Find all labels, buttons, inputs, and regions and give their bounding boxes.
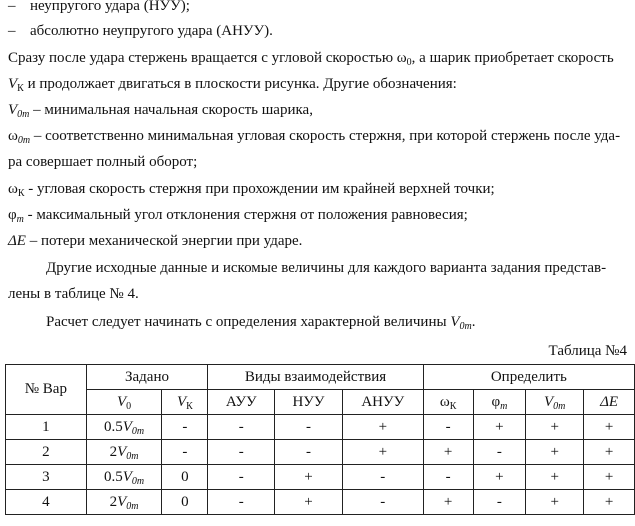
table-cell: - [342, 490, 423, 515]
table-cell: 0 [162, 465, 208, 490]
header-given: Задано [86, 365, 208, 390]
col-auu: АУУ [208, 390, 275, 415]
table-cell: + [275, 465, 343, 490]
row-number: 2 [6, 440, 87, 465]
row-number: 3 [6, 465, 87, 490]
col-vk: $V_К$ [162, 390, 208, 415]
header-interaction-types: Виды взаимодействия [208, 365, 423, 390]
col-nuu: НУУ [275, 390, 343, 415]
table-cell: + [342, 440, 423, 465]
paragraph-line: Другие исходные данные и искомые величины для каждого варианта задания представ- [46, 260, 607, 276]
col-phim: $\varphi_m$ [473, 390, 526, 415]
table-subheader-row [6, 390, 635, 415]
table-cell: + [526, 490, 584, 515]
bullet-dash: – [8, 0, 16, 14]
definition-w0m: $\omega_{0m}$ – соответственно минимальная угловая скорость стержня, при которой стержень после уда- [8, 128, 621, 146]
table-cell: - [473, 490, 526, 515]
table-cell: - [208, 490, 275, 515]
table-cell: + [526, 440, 584, 465]
table-cell: - [208, 415, 275, 440]
table-row [6, 440, 635, 465]
variants-table [5, 364, 635, 515]
definition-phim: $\varphi_m$ - максимальный угол отклонения стержня от положения равновесия; [8, 207, 468, 225]
paragraph-line: $V_К$ и продолжает двигаться в плоскости рисунка. Другие обозначения: [8, 76, 457, 94]
table-row [6, 490, 635, 515]
definition-w0m-cont: ра совершает полный оборот; [8, 154, 198, 170]
header-variant: № Вар [6, 365, 87, 415]
row-v0: $2V_{0m}$ [86, 440, 162, 465]
table-cell: - [162, 440, 208, 465]
table-cell: - [423, 415, 473, 440]
table-cell: - [275, 415, 343, 440]
bullet-anuu: абсолютно неупругого удара (АНУУ). [30, 23, 273, 39]
paragraph-line: Сразу после удара стержень вращается с угловой скоростью $\omega_0$, а шарик приобретает скорость [8, 50, 614, 68]
table-cell: + [473, 465, 526, 490]
table-cell: + [526, 415, 584, 440]
header-determine: Определить [423, 365, 634, 390]
col-wk: $\omega_К$ [423, 390, 473, 415]
definition-wk: $\omega_К$ - угловая скорость стержня при прохождении им крайней верхней точки; [8, 181, 495, 199]
table-cell: + [423, 440, 473, 465]
table-cell: - [275, 440, 343, 465]
table-caption: Таблица №4 [548, 343, 627, 359]
table-cell: - [423, 465, 473, 490]
table-header-row [6, 365, 635, 390]
table-cell: + [526, 465, 584, 490]
definition-v0m: $V_{0m}$ – минимальная начальная скорость шарика, [8, 102, 313, 120]
paragraph-line: Расчет следует начинать с определения характерной величины $V_{0m}$. [46, 314, 476, 332]
table-cell: + [584, 440, 635, 465]
table-cell: - [473, 440, 526, 465]
table-row [6, 465, 635, 490]
col-de: ΔE [584, 390, 635, 415]
col-v0: $V_0$ [86, 390, 162, 415]
table-cell: - [162, 415, 208, 440]
row-number: 4 [6, 490, 87, 515]
table-cell: + [342, 415, 423, 440]
table-cell: + [275, 490, 343, 515]
definition-de: ΔE – потери механической энергии при ударе. [8, 233, 303, 249]
row-v0: $2V_{0m}$ [86, 490, 162, 515]
table-cell: + [584, 415, 635, 440]
bullet-dash: – [8, 23, 16, 39]
table-cell: + [473, 415, 526, 440]
col-anuu: АНУУ [342, 390, 423, 415]
table-cell: - [208, 440, 275, 465]
bullet-nuu: неупругого удара (НУУ); [30, 0, 190, 14]
table-cell: 0 [162, 490, 208, 515]
col-v0m: $V_{0m}$ [526, 390, 584, 415]
table-cell: + [584, 465, 635, 490]
table-cell: - [208, 465, 275, 490]
row-v0: $0.5V_{0m}$ [86, 465, 162, 490]
table-cell: - [342, 465, 423, 490]
table-row [6, 415, 635, 440]
row-v0: $0.5V_{0m}$ [86, 415, 162, 440]
table-cell: + [584, 490, 635, 515]
paragraph-line: лены в таблице № 4. [8, 286, 139, 302]
table-cell: + [423, 490, 473, 515]
row-number: 1 [6, 415, 87, 440]
